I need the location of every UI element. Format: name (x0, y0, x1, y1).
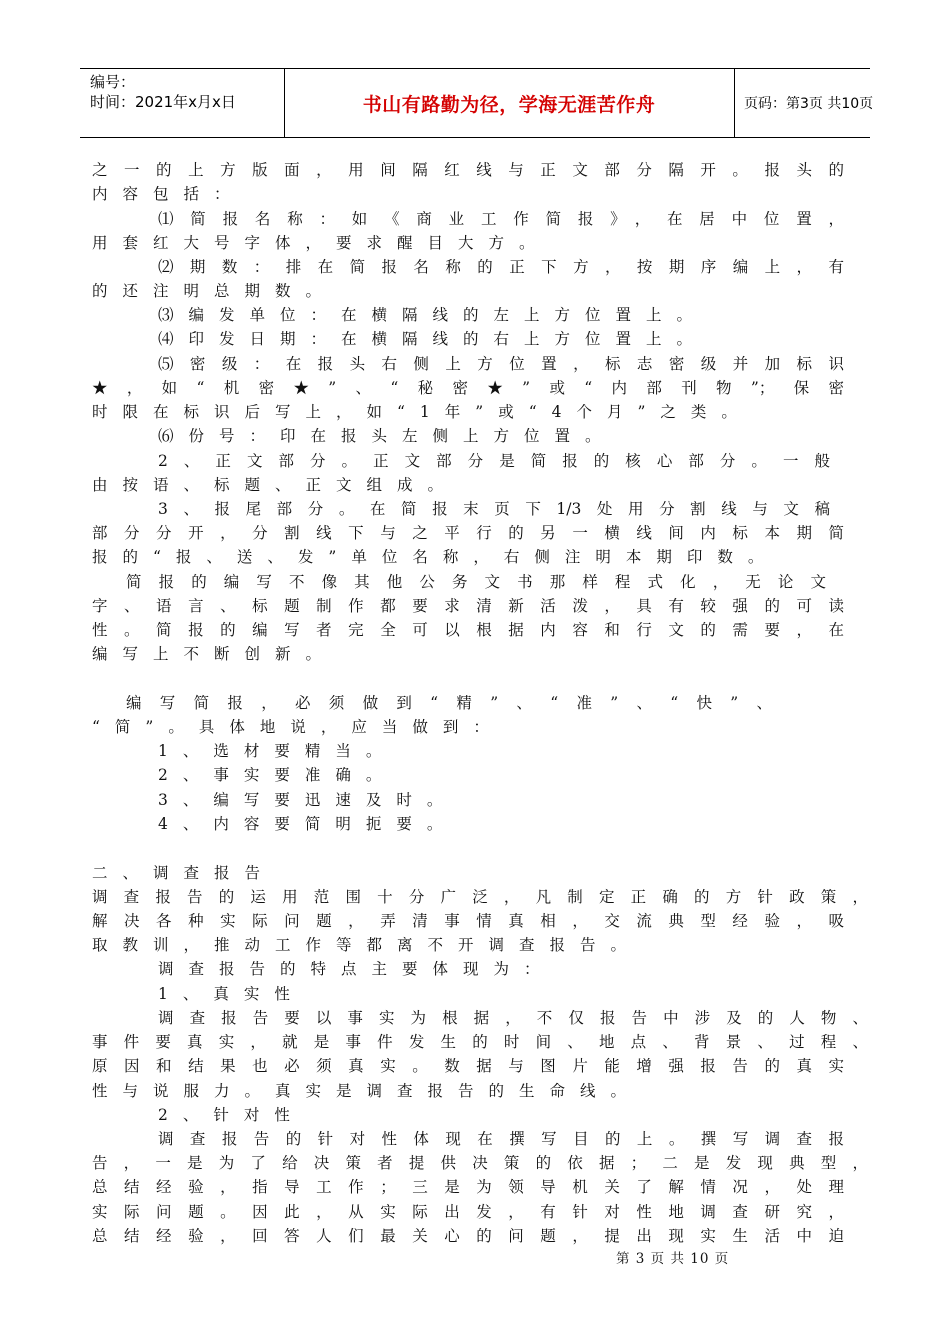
text-line: 事件要真实，就是事件发生的时间、地点、背景、过程、 (92, 1033, 868, 1051)
text-line: ★，如“机密★”、“秘密★”或“内部刊物”；保密 (92, 379, 844, 397)
text-line: ⑶编发单位：在横隔线的左上方位置上。 (158, 306, 708, 324)
section-heading: 二、调查报告 (92, 864, 276, 882)
text-line: 解决各种实际问题，弄清事情真相，交流典型经验，吸 (92, 912, 844, 930)
text-line: 总结经验，指导工作；三是为领导机关了解情况，处理 (92, 1178, 844, 1196)
text-line: 1、选材要精当。 (158, 742, 397, 760)
subheading: 1、真实性 (158, 985, 305, 1003)
text-line: 字、语言、标题制作都要求清新活泼，具有较强的可读 (92, 597, 844, 615)
text-line: 内容包括： (92, 185, 245, 203)
text-line: 调查报告的运用范围十分广泛，凡制定正确的方针政策， (92, 888, 868, 906)
text-line: 调查报告的特点主要体现为： (158, 960, 555, 978)
text-line: 原因和结果也必须真实。数据与图片能增强报告的真实 (92, 1057, 844, 1075)
document-date-label: 时间：2021年x月x日 (90, 93, 236, 111)
text-line: 时限在标识后写上，如“1年”或“4个月”之类。 (92, 403, 752, 421)
text-line: 取教训，推动工作等都离不开调查报告。 (92, 936, 642, 954)
text-line: 性。简报的编写者完全可以根据内容和行文的需要，在 (92, 621, 844, 639)
text-line: 总结经验，回答人们最关心的问题，提出现实生活中迫 (92, 1227, 844, 1245)
header-motto: 书山有路勤为径，学海无涯苦作舟 (362, 94, 656, 116)
text-line: 的还注明总期数。 (92, 282, 337, 300)
text-line: 编写简报，必须做到“精”、“准”、“快”、 (126, 694, 772, 712)
text-line: 4、内容要简明扼要。 (158, 815, 458, 833)
text-line: ⑹份号：印在报头左侧上方位置。 (158, 427, 616, 445)
text-line: 2、正文部分。正文部分是简报的核心部分。一般 (158, 452, 830, 470)
header-page-info: 页码：第3页 共10页 (744, 96, 874, 112)
text-line: 由按语、标题、正文组成。 (92, 476, 459, 494)
text-line: 调查报告要以事实为根据，不仅报告中涉及的人物、 (158, 1009, 868, 1027)
text-line: 用套红大号字体，要求醒目大方。 (92, 234, 550, 252)
text-line: 调查报告的针对性体现在撰写目的上。撰写调查报 (158, 1130, 844, 1148)
text-line: 3、报尾部分。在简报末页下1/3处用分割线与文稿 (158, 500, 830, 518)
text-line: 告，一是为了给决策者提供决策的依据；二是发现典型， (92, 1154, 868, 1172)
text-line: 2、事实要准确。 (158, 766, 397, 784)
text-line: 之一的上方版面，用间隔红线与正文部分隔开。报头的 (92, 161, 844, 179)
text-line: “简”。具体地说，应当做到： (92, 718, 504, 736)
text-line: 编写上不断创新。 (92, 645, 337, 663)
text-line: 实际问题。因此，从实际出发，有针对性地调查研究， (92, 1203, 844, 1221)
text-line: 部分分开，分割线下与之平行的另一横线间内标本期简 (92, 524, 844, 542)
text-line: ⑴简报名称：如《商业工作简报》，在居中位置， (158, 210, 844, 228)
page-footer: 第 3 页 共 10 页 (616, 1251, 730, 1267)
text-line: 简报的编写不像其他公务文书那样程式化，无论文 (126, 573, 826, 591)
text-line: ⑸密级：在报头右侧上方位置，标志密级并加标识 (158, 355, 844, 373)
text-line: 性与说服力。真实是调查报告的生命线。 (92, 1082, 642, 1100)
subheading: 2、针对性 (158, 1106, 305, 1124)
text-line: ⑵期数：排在简报名称的正下方，按期序编上，有 (158, 258, 844, 276)
text-line: 3、编写要迅速及时。 (158, 791, 458, 809)
document-number-label: 编号： (90, 73, 136, 91)
text-line: ⑷印发日期：在横隔线的右上方位置上。 (158, 330, 708, 348)
text-line: 报的“报、送、发”单位名称，右侧注明本期印数。 (92, 548, 779, 566)
